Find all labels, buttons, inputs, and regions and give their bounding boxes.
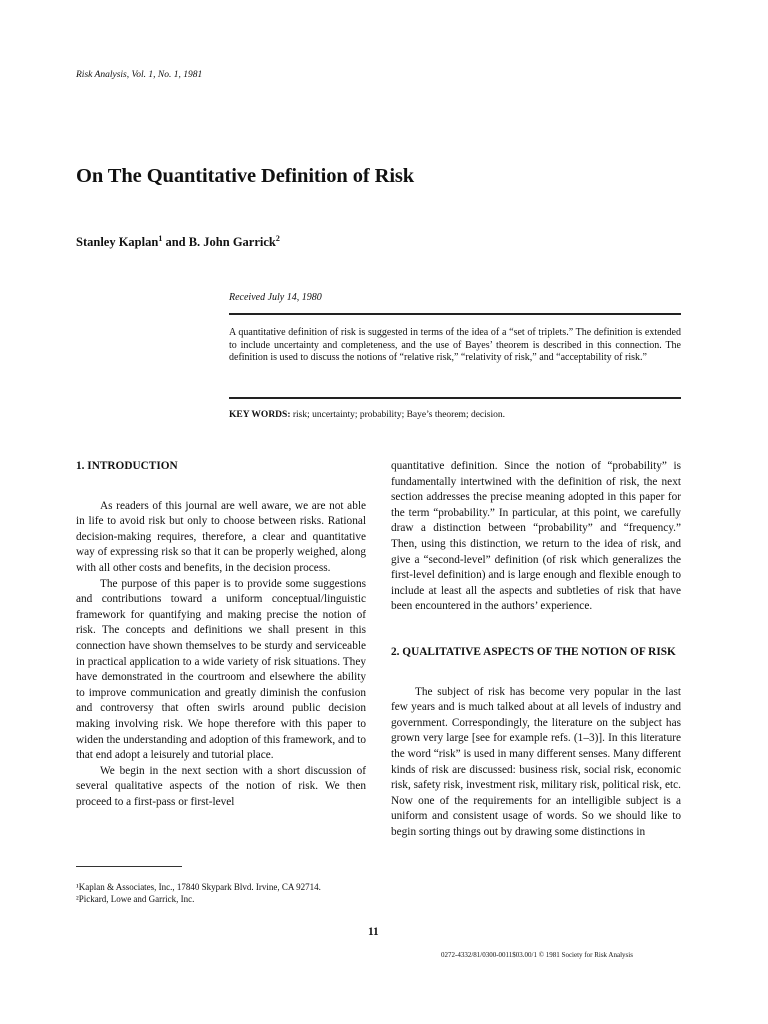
author-conjunction: and xyxy=(162,235,189,250)
paper-title: On The Quantitative Definition of Risk xyxy=(76,165,415,187)
key-words-text: risk; uncertainty; probability; Baye’s theorem; decision. xyxy=(290,410,505,420)
page-number: 11 xyxy=(368,926,379,938)
received-date: Received July 14, 1980 xyxy=(229,292,322,303)
section-2-heading: 2. QUALITATIVE ASPECTS OF THE NOTION OF RISK xyxy=(391,645,676,658)
abstract-top-rule xyxy=(229,313,681,315)
intro-paragraph-3: We begin in the next section with a short discussion of several qualitative aspects of the notion of risk. We then proceed to a first-pass or first-level xyxy=(76,764,366,808)
issn-copyright-line: 0272-4332/81/0300-0011$03.00/1 © 1981 Society for Risk Analysis xyxy=(441,951,633,959)
author-garrick: B. John Garrick xyxy=(188,235,276,250)
key-words xyxy=(229,410,681,420)
intro-paragraph-3-continued: quantitative definition. Since the notion of “probability” is fundamentally intertwined with the definition of risk, the next section addresses the precise meaning adopted in this paper for the term “probability.” In particular, at this point, we carefully draw a distinction between “probability” and “frequency.” Then, using this distinction, we return to the idea of risk, and give a “second-level” definition (of risk which generalizes the first-level definition) and is large enough and flexible enough to include at least all the aspects and subtleties of risk that have been encountered in the authors’ experience. xyxy=(391,460,681,613)
footnotes xyxy=(76,881,366,905)
section-2-paragraph-1: The subject of risk has become very popular in the last few years and is much talked about at all levels of industry and government. Correspondingly, the literature on the subject has grown very large [see for example refs. (1–3)]. In this literature the word “risk” is used in many different senses. Many different kinds of risk are discussed: business risk, social risk, economic risk, safety risk, investment risk, military risk, political risk, etc. Now one of the requirements for an intelligible subject is a uniform and consistent usage of words. So we should like to begin sorting things out by drawing some distinctions in xyxy=(391,685,681,838)
footnote-2: ²Pickard, Lowe and Garrick, Inc. xyxy=(76,894,195,904)
abstract-bottom-rule xyxy=(229,397,681,399)
author-garrick-footnote-mark: 2 xyxy=(275,234,280,243)
journal-citation: Risk Analysis, Vol. 1, No. 1, 1981 xyxy=(76,70,203,80)
left-column xyxy=(76,459,366,810)
right-column xyxy=(391,459,681,840)
intro-paragraph-1: As readers of this journal are well aware, we are not able in life to avoid risk but only to choose between risks. Rational decision-making requires, therefore, a clear and quantitative way of expressing risk so that it can be properly weighed, along with all other costs and benefits, in the decision process. xyxy=(76,499,366,574)
intro-paragraph-2: The purpose of this paper is to provide some suggestions and contributions toward a uniform conceptual/linguistic framework for quantifying and making precise the notion of risk. The concepts and definitions we shall present in this connection have shown themselves to be sturdy and serviceable in practical application to a wide variety of risk situations. They have demonstrated in the courtroom and elsewhere the ability to improve communication and greatly diminish the confusion and controversy that often swirls around public decision making involving risk. We hope therefore with this paper to widen the understanding and adoption of this framework, and to that end adopt a leisurely and tutorial place. xyxy=(76,577,366,762)
author-kaplan-footnote-mark: 1 xyxy=(158,234,163,243)
author-kaplan: Stanley Kaplan xyxy=(76,235,159,250)
key-words-label: KEY WORDS: xyxy=(229,410,291,420)
footnote-rule xyxy=(76,866,182,867)
section-1-heading: 1. INTRODUCTION xyxy=(76,460,178,472)
author-line xyxy=(76,234,280,250)
abstract: A quantitative definition of risk is suggested in terms of the idea of a “set of triplets.” The definition is extended to include uncertainty and completeness, and the use of Bayes’ theorem is described in this connection. The definition is used to discuss the notions of “relative risk,” “relativity of risk,” and “acceptability of risk.” xyxy=(229,327,681,364)
footnote-1: ¹Kaplan & Associates, Inc., 17840 Skypark Blvd. Irvine, CA 92714. xyxy=(76,882,321,892)
